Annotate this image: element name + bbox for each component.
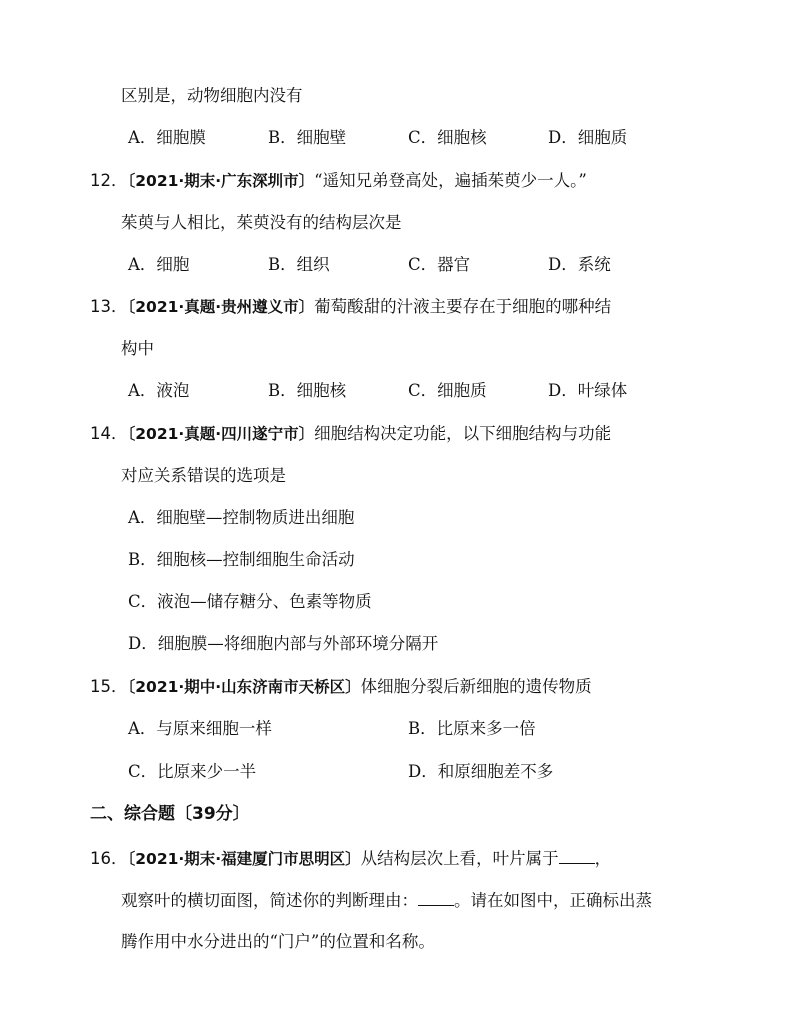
q16-stem-line2 [121, 889, 652, 912]
q14-source: 〔2021·真题·四川遂宁市〕 [127, 425, 315, 443]
q15-number: 15． [90, 677, 128, 696]
q12-source: 〔2021·期末·广东深圳市〕 [127, 172, 315, 190]
q14-number: 14． [90, 424, 128, 443]
q12-stem-line2: 茱萸与人相比，茱萸没有的结构层次是 [121, 213, 402, 232]
q14-stem1: 细胞结构决定功能，以下细胞结构与功能 [314, 424, 612, 443]
q13-stem-line2: 构中 [121, 339, 154, 358]
q14-stem-line2: 对应关系错误的选项是 [121, 466, 286, 485]
q12-stem-line1 [90, 170, 587, 192]
q15-option-b: B．比原来多一倍 [408, 719, 536, 738]
q16-source: 〔2021·期末·福建厦门市思明区〕 [127, 850, 361, 868]
q13-number: 13． [90, 297, 128, 316]
q15-option-d: D．和原细胞差不多 [408, 762, 554, 781]
q13-stem1: 葡萄酸甜的汁液主要存在于细胞的哪种结 [314, 297, 612, 316]
q11-option-c: C．细胞核 [408, 128, 487, 147]
answer-blank-2[interactable] [418, 889, 454, 906]
q13-option-b: B．细胞核 [268, 381, 347, 400]
section-title: 二、综合题〔39分〕 [90, 804, 250, 824]
q13-option-a: A．液泡 [128, 381, 190, 400]
q11-stem-continuation: 区别是，动物细胞内没有 [121, 86, 303, 105]
q12-option-a: A．细胞 [128, 255, 190, 274]
q16-stem-line1 [90, 847, 611, 870]
q11-option-b: B．细胞壁 [268, 128, 347, 147]
q13-option-d: D．叶绿体 [548, 381, 628, 400]
q15-stem-line1 [90, 676, 592, 698]
q15-source: 〔2021·期中·山东济南市天桥区〕 [127, 678, 361, 696]
q16-number: 16． [90, 849, 128, 868]
q14-option-d: D．细胞膜—将细胞内部与外部环境分隔开 [128, 634, 439, 653]
q14-option-c: C．液泡—储存糖分、色素等物质 [128, 592, 372, 611]
answer-blank-1[interactable] [559, 847, 595, 864]
q12-option-c: C．器官 [408, 255, 471, 274]
q12-number: 12． [90, 171, 128, 190]
q13-source: 〔2021·真题·贵州遵义市〕 [127, 298, 315, 316]
q11-option-d: D．细胞质 [548, 128, 628, 147]
q16-stem1b: ， [594, 849, 612, 868]
q15-stem1: 体细胞分裂后新细胞的遗传物质 [360, 677, 592, 696]
q16-stem2a: 观察叶的横切面图，简述你的判断理由： [121, 891, 418, 910]
q13-stem-line1 [90, 296, 611, 318]
q16-stem2b: 。请在如图中，正确标出蒸 [454, 891, 652, 910]
q11-option-a: A．细胞膜 [128, 128, 206, 147]
q12-option-d: D．系统 [548, 255, 611, 274]
q16-stem1a: 从结构层次上看，叶片属于 [360, 849, 559, 868]
q12-option-b: B．组织 [268, 255, 330, 274]
q14-option-b: B．细胞核—控制细胞生命活动 [128, 550, 355, 569]
q15-option-c: C．比原来少一半 [128, 762, 257, 781]
q14-option-a: A．细胞壁—控制物质进出细胞 [128, 508, 355, 527]
q14-stem-line1 [90, 423, 611, 445]
q15-option-a: A．与原来细胞一样 [128, 719, 272, 738]
q12-stem1: “遥知兄弟登高处，遍插茱萸少一人。” [314, 171, 587, 190]
q16-stem-line3: 腾作用中水分进出的“门户”的位置和名称。 [121, 932, 435, 951]
q13-option-c: C．细胞质 [408, 381, 487, 400]
